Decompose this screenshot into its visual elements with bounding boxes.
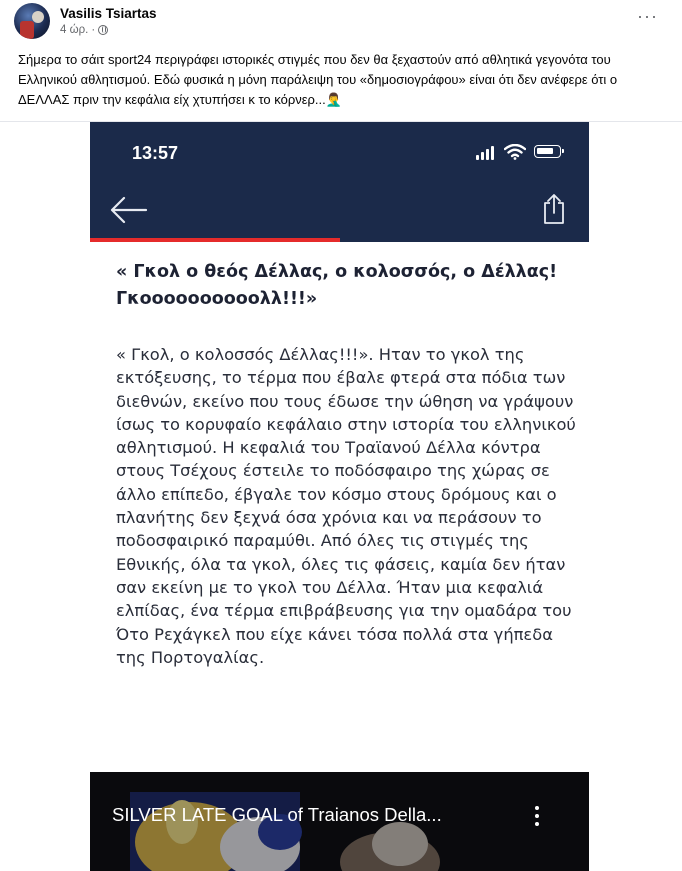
avatar-figure-head <box>32 11 44 23</box>
status-bar <box>90 122 589 184</box>
article-body: « Γκολ, ο κολοσσός Δέλλας!!!». Ηταν το γκολ της εκτόξευσης, το τέρμα που έβαλε φτερά στα πόδια των διεθνών, εκείνο που τους έδωσε την ώθηση να γράψουν ίσως το κορυφαίο κεφάλαιο στην ιστορία του ελληνικού αθλητισμού. Η κεφαλιά του Τραϊανού Δέλλα κόντρα στους Τσέχους έστειλε το ποδόσφαιρο της χώρας σε άλλο επίπεδο, έβγαλε τον κόσμο στους δρόμους και ο πλανήτης δεν ξεχνά όσα χρόνια και να περάσουν το ποδοσφαιρικό παραμύθι. Από όλες τις στιγμές της Εθνικής, όλα τα γκολ, όλες τις φάσεις, καμία δεν ήταν σαν εκείνη με το γκολ του Δέλλα. Ήταν μια κεφαλιά ελπίδας, ένα τέρμα επιβράβευσης για την ομαδάρα του Ότο Ρεχάγκελ που είχε κάνει τόσα πολλά στα γήπεδα της Πορτογαλίας. <box>116 345 576 667</box>
embedded-video[interactable] <box>90 772 589 871</box>
meta-separator: · <box>91 24 96 36</box>
post-header <box>0 0 682 40</box>
video-more-icon[interactable] <box>532 806 542 830</box>
article-headline: « Γκολ ο θεός Δέλλας, ο κολοσσός, ο Δέλλας! Γκοοοοοοοοοολλ!!!» <box>116 262 558 309</box>
avatar[interactable] <box>14 3 50 39</box>
share-icon[interactable] <box>542 193 566 225</box>
article <box>116 259 578 669</box>
reading-progress-bar <box>90 238 589 242</box>
post-time[interactable]: 4 ώρ. <box>60 24 89 36</box>
wifi-icon <box>504 144 526 160</box>
author-name[interactable]: Vasilis Tsiartas <box>60 6 157 21</box>
post-meta <box>60 24 108 36</box>
post-text: Σήμερα το σάιτ sport24 περιγράφει ιστορικές στιγμές που δεν θα ξεχαστούν από αθλητικά γεγονότα του Ελληνικού αθλητισμού. Εδώ φυσικά η μόνη παράλειψη του «δημοσιογράφου» είναι ότι δεν ανέφερε ότι ο ΔΕΛΛΑΣ πριν την κεφάλια είχ χτυπήσει κ το κόρνερ...🤦‍♂️ <box>18 52 618 107</box>
back-arrow-icon[interactable] <box>110 196 148 224</box>
more-options-icon[interactable]: ··· <box>637 6 658 26</box>
globe-icon[interactable] <box>98 25 108 35</box>
reading-progress-fill <box>90 238 340 242</box>
article-nav-bar <box>90 184 589 238</box>
battery-icon <box>534 145 561 158</box>
shared-screenshot[interactable] <box>90 122 589 871</box>
status-time: 13:57 <box>132 143 179 163</box>
avatar-figure <box>20 21 34 39</box>
signal-icon <box>476 146 496 160</box>
video-title[interactable]: SILVER LATE GOAL of Traianos Della... <box>112 804 442 825</box>
